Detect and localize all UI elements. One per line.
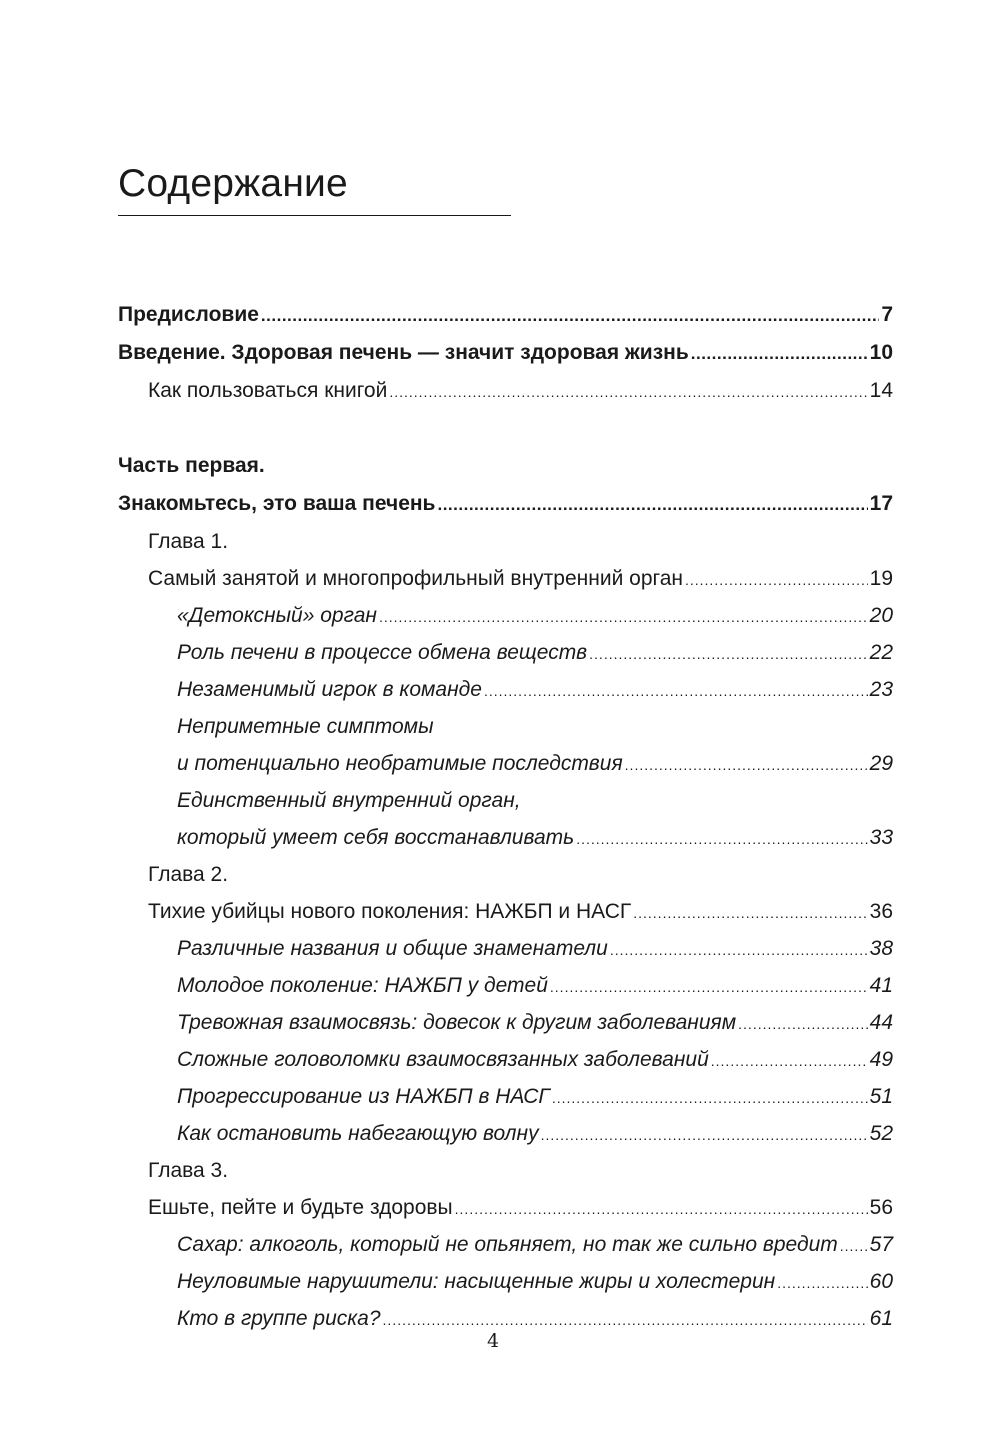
toc-entry-title: Незаменимый игрок в команде [177,678,482,701]
toc-entry-section[interactable] [118,1263,893,1300]
toc-entry-page: 41 [869,974,893,997]
toc-entry-section[interactable] [118,1004,893,1041]
toc-entry-preface[interactable] [118,296,893,334]
dot-leader [840,1228,868,1265]
page-number: 4 [486,1330,500,1352]
toc-entry-title: Самый занятой и многопрофильный внутренний орган [148,567,683,590]
toc-entry-section[interactable] [118,930,893,967]
dot-leader [455,1191,868,1228]
toc-entry-page: 33 [869,826,893,849]
toc-entry-title: Как пользоваться книгой [148,379,388,402]
toc-entry-title: Кто в группе риска? [177,1307,381,1330]
toc-entry-title: Прогрессирование из НАЖБП в НАСГ [177,1085,550,1108]
dot-leader [550,969,868,1006]
toc-entry-section[interactable] [118,1115,893,1152]
dot-leader [379,599,868,636]
toc-entry-section[interactable] [118,634,893,671]
toc-entry-page: 38 [869,937,893,960]
toc-entry-page: 57 [869,1233,893,1256]
toc-entry-title: Введение. Здоровая печень — значит здоровая жизнь [118,341,689,364]
toc-entry-page: 44 [869,1011,893,1034]
toc-entry-title: Знакомьтесь, это ваша печень [118,492,436,515]
toc-entry-page: 29 [869,752,893,775]
dot-leader [685,562,868,599]
chapter-label: Глава 2. [148,863,229,886]
toc-entry-chapter-1[interactable] [118,560,893,597]
toc-entry-title: Тихие убийцы нового поколения: НАЖБП и НАСГ [148,900,632,923]
toc-entry-part-one[interactable] [118,485,893,523]
toc-entry-title: и потенциально необратимые последствия [177,752,623,775]
dot-leader [552,1080,868,1117]
part-one-heading: Часть первая. [118,454,265,477]
toc-entry-page: 23 [869,678,893,701]
toc-entry-section-line1: Неприметные симптомы [177,715,434,738]
toc-entry-chapter-3[interactable] [118,1189,893,1226]
toc-entry-section-line1: Единственный внутренний орган, [177,789,521,812]
toc-entry-page: 22 [869,641,893,664]
toc-entry-page: 14 [869,379,893,402]
toc-entry-title: Роль печени в процессе обмена веществ [177,641,588,664]
toc-entry-section[interactable] [118,1226,893,1263]
dot-leader [541,1117,868,1154]
toc-entry-title: Предисловие [118,303,259,326]
toc-entry-section[interactable] [118,1041,893,1078]
table-of-contents [118,296,893,1337]
toc-entry-section[interactable] [118,745,893,782]
dot-leader [633,895,867,932]
toc-entry-section[interactable] [118,671,893,708]
toc-entry-page: 52 [869,1122,893,1145]
dot-leader [437,486,867,524]
toc-entry-page: 7 [881,303,893,326]
toc-entry-title: который умеет себя восстанавливать [177,826,575,849]
chapter-label: Глава 1. [148,530,229,553]
dot-leader [484,673,868,710]
toc-entry-page: 51 [869,1085,893,1108]
dot-leader [389,374,867,411]
dot-leader [589,636,867,673]
page-title: Содержание [118,162,348,205]
dot-leader [777,1265,867,1302]
toc-entry-section[interactable] [118,967,893,1004]
toc-entry-title: Сложные головоломки взаимосвязанных заболеваний [177,1048,709,1071]
toc-entry-intro[interactable] [118,334,893,372]
toc-entry-page: 10 [869,341,893,364]
toc-entry-title: Как остановить набегающую волну [177,1122,539,1145]
title-rule [118,215,511,216]
toc-entry-page: 56 [869,1196,893,1219]
toc-entry-title: Ешьте, пейте и будьте здоровы [148,1196,453,1219]
toc-entry-section[interactable] [118,1078,893,1115]
dot-leader [610,932,868,969]
toc-entry-page: 20 [869,604,893,627]
spacer [118,409,893,447]
dot-leader [711,1043,868,1080]
toc-entry-page: 19 [869,567,893,590]
toc-entry-page: 49 [869,1048,893,1071]
toc-entry-title: Различные названия и общие знаменатели [177,937,608,960]
toc-entry-page: 60 [869,1270,893,1293]
dot-leader [261,297,879,335]
dot-leader [691,335,868,373]
toc-entry-page: 61 [869,1307,893,1330]
toc-entry-title: Неуловимые нарушители: насыщенные жиры и холестерин [177,1270,776,1293]
toc-entry-section[interactable] [118,597,893,634]
toc-entry-chapter-2[interactable] [118,893,893,930]
dot-leader [625,747,868,784]
dot-leader [576,821,867,858]
toc-entry-page: 36 [869,900,893,923]
toc-entry-title: «Детоксный» орган [177,604,377,627]
toc-entry-title: Молодое поколение: НАЖБП у детей [177,974,548,997]
toc-entry-title: Сахар: алкоголь, который не опьяняет, но так же сильно вредит [177,1233,838,1256]
dot-leader [738,1006,867,1043]
toc-entry-page: 17 [869,492,893,515]
toc-entry-how-to-use[interactable] [118,372,893,409]
toc-entry-section[interactable] [118,819,893,856]
toc-entry-title: Тревожная взаимосвязь: довесок к другим заболеваниям [177,1011,737,1034]
chapter-label: Глава 3. [148,1159,229,1182]
